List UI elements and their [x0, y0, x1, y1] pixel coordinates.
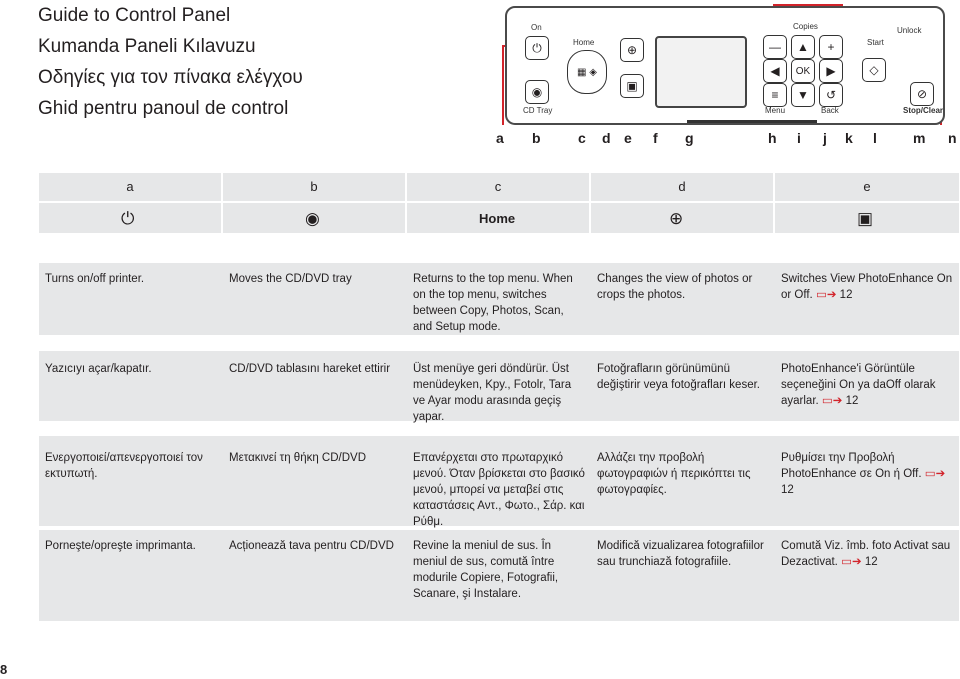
title-turkish: Kumanda Paneli Kılavuzu — [38, 36, 256, 57]
view-crop-icon: ⊕ — [669, 209, 684, 228]
arrow-down-icon: ▼ — [797, 88, 809, 102]
cell-ro-d: Modifică vizualizarea fotografiilor sau trunchiază fotografiile. — [597, 540, 764, 568]
cell-en-d: Changes the view of photos or crops the photos. — [597, 273, 753, 301]
cell-tr-c: Üst menüye geri döndürür. Üst menüdeyken, Kpy., Fotolr, Tara ve Ayar modu arasında geçiş yapar. — [413, 363, 572, 423]
callout-letter: h — [768, 130, 777, 146]
plus-icon: + — [827, 40, 835, 54]
home-mode-icon: ▦ ◈ — [577, 66, 597, 78]
start-button[interactable] — [862, 58, 886, 82]
callout-letter: i — [797, 130, 801, 146]
column-header-e: e — [775, 173, 959, 201]
title-greek: Οδηγίες για τον πίνακα ελέγχου — [38, 67, 303, 88]
lcd-screen — [655, 36, 747, 108]
title-english: Guide to Control Panel — [38, 5, 231, 26]
reference-arrow-icon: ▭➔ — [821, 395, 843, 407]
callout-letter: b — [532, 130, 541, 146]
arrow-left-icon: ◀ — [770, 64, 780, 78]
callout-letter: k — [845, 130, 853, 146]
column-header-c: c — [407, 173, 589, 201]
column-header-a: a — [39, 173, 221, 201]
cell-en-b: Moves the CD/DVD tray — [229, 273, 352, 285]
icon-cell-d — [591, 203, 773, 233]
cell-en-e-text: Switches View PhotoEnhance On or Off. — [781, 273, 953, 301]
arrow-up-icon: ▲ — [797, 40, 809, 54]
cd-tray-label: CD Tray — [523, 106, 553, 115]
back-icon: ↺ — [825, 88, 837, 102]
home-label-cell: Home — [479, 211, 516, 226]
icon-cell-e — [775, 203, 959, 233]
reference-page: 12 — [839, 289, 853, 301]
power-icon: ⏻ — [121, 209, 135, 228]
function-table — [39, 173, 959, 621]
start-label: Start — [867, 38, 884, 47]
on-label: On — [531, 23, 542, 32]
icon-cell-b — [223, 203, 405, 233]
copies-label: Copies — [793, 22, 818, 31]
callout-letter: j — [823, 130, 827, 146]
photo-enhance-icon: ▣ — [857, 209, 874, 228]
cell-en-e — [775, 271, 959, 303]
cell-el-e — [775, 450, 959, 498]
cell-el-a: Ενεργοποιεί/απενεργοποιεί τον εκτυπωτή. — [45, 452, 203, 480]
stop-clear-label: Stop/Clear — [903, 106, 944, 115]
stop-icon: ⊘ — [916, 87, 928, 101]
icon-cell-c — [407, 203, 589, 233]
cell-el-e-text: Ρυθμίσει την Προβολή PhotoEnhance σε On ή Off. — [781, 452, 922, 480]
cell-tr-e — [775, 361, 959, 409]
view-crop-button[interactable] — [620, 38, 644, 62]
menu-icon: ≡ — [771, 88, 779, 102]
photo-enhance-icon: ▣ — [626, 79, 638, 93]
reference-page: 12 — [864, 556, 878, 568]
column-header-d: d — [591, 173, 773, 201]
callout-letter: l — [873, 130, 877, 146]
menu-button[interactable] — [763, 83, 787, 107]
right-button[interactable] — [819, 59, 843, 83]
callout-letter: d — [602, 130, 611, 146]
stop-clear-button[interactable] — [910, 82, 934, 106]
menu-label: Menu — [765, 106, 786, 115]
ok-button[interactable]: OK — [791, 59, 815, 83]
cell-tr-d: Fotoğrafların görünümünü değiştirir veya fotoğrafları keser. — [597, 363, 760, 391]
cell-ro-b: Acționează tava pentru CD/DVD — [229, 540, 394, 552]
title-romanian: Ghid pentru panoul de control — [38, 98, 289, 119]
cell-ro-e — [775, 538, 959, 570]
callout-letter: f — [653, 130, 658, 146]
callout-letter: c — [578, 130, 586, 146]
minus-icon: — — [769, 40, 781, 54]
reference-page: 12 — [845, 395, 859, 407]
cell-ro-a: Porneşte/opreşte imprimanta. — [45, 540, 196, 552]
title-block — [38, 0, 303, 124]
column-header-b: b — [223, 173, 405, 201]
cell-tr-e-text: PhotoEnhance'i Görüntüle seçeneğini On ya daOff olarak ayarlar. — [781, 363, 936, 407]
cell-el-b: Μετακινεί τη θήκη CD/DVD — [229, 452, 367, 464]
unlock-label: Unlock — [897, 26, 922, 35]
callout-letter: m — [913, 130, 926, 146]
left-button[interactable] — [763, 59, 787, 83]
callout-letter: e — [624, 130, 632, 146]
cell-el-c: Επανέρχεται στο πρωταρχικό μενού. Όταν βρίσκεται στο βασικό μενού, μπορεί να μεταβεί στις καταστάσεις Αντ., Φωτο., Σάρ. και Ρύθμ. — [413, 452, 585, 528]
minus-button[interactable] — [763, 35, 787, 59]
page-number: 8 — [0, 662, 8, 677]
up-button[interactable] — [791, 35, 815, 59]
reference-arrow-icon: ▭➔ — [815, 289, 837, 301]
cell-en-a: Turns on/off printer. — [45, 273, 145, 285]
down-button[interactable] — [791, 83, 815, 107]
home-label: Home — [573, 38, 595, 47]
power-icon: ⏻ — [532, 40, 542, 55]
cd-tray-button[interactable] — [525, 80, 549, 104]
cell-en-c: Returns to the top menu. When on the top menu, switches between Copy, Photos, Scan, and Setup mode. — [413, 273, 573, 333]
reference-page: 12 — [781, 484, 794, 496]
callout-letter: a — [496, 130, 504, 146]
back-label: Back — [821, 106, 839, 115]
cell-ro-c: Revine la meniul de sus. În meniul de sus, comută între modurile Copiere, Fotografii, Scanare, şi Instalare. — [413, 540, 559, 600]
start-icon: ◇ — [869, 63, 879, 77]
cell-ro-e-text: Comută Viz. îmb. foto Activat sau Dezactivat. — [781, 540, 951, 568]
cell-tr-a: Yazıcıyı açar/kapatır. — [45, 363, 152, 375]
reference-arrow-icon: ▭➔ — [924, 468, 946, 480]
control-panel-illustration — [505, 6, 945, 125]
cell-el-d: Αλλάζει την προβολή φωτογραφιών ή περικόπτει τις φωτογραφίες. — [597, 452, 751, 496]
power-button[interactable] — [525, 36, 549, 60]
cd-tray-icon: ◉ — [531, 85, 543, 99]
panel-bottom-bar — [687, 120, 817, 123]
callout-letter: n — [948, 130, 957, 146]
cd-tray-icon: ◉ — [305, 209, 320, 228]
home-mode-dial[interactable] — [567, 50, 607, 94]
cell-tr-b: CD/DVD tablasını hareket ettirir — [229, 363, 391, 375]
arrow-right-icon: ▶ — [826, 64, 836, 78]
reference-arrow-icon: ▭➔ — [841, 556, 862, 568]
icon-cell-a — [39, 203, 221, 233]
plus-button[interactable] — [819, 35, 843, 59]
back-button[interactable] — [819, 83, 843, 107]
callout-letter: g — [685, 130, 694, 146]
view-crop-icon: ⊕ — [626, 43, 638, 57]
photo-enhance-button[interactable] — [620, 74, 644, 98]
